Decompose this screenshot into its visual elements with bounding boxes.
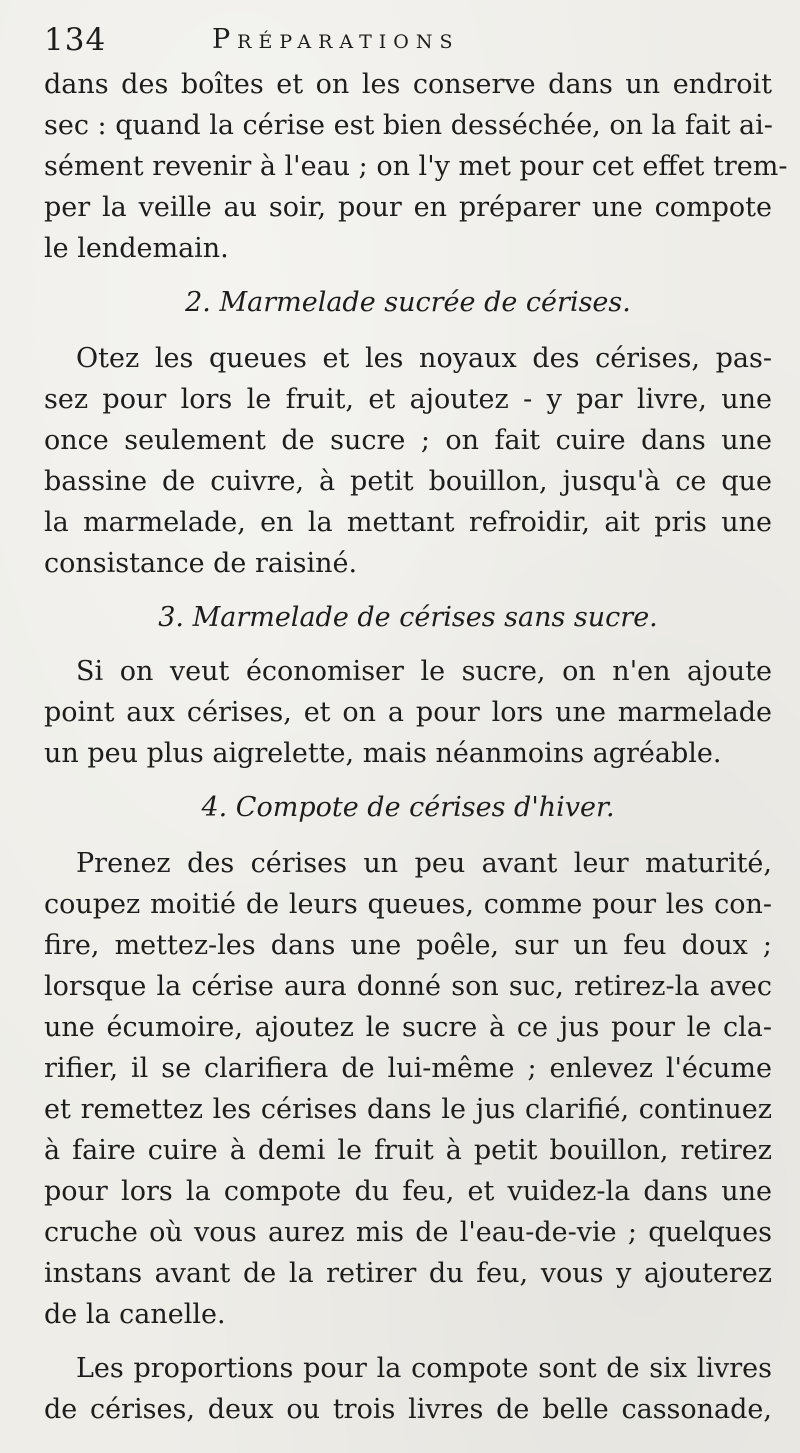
text-line: Les proportions pour la compote sont de six livres [76,1353,772,1384]
paragraph [44,843,772,1335]
text-line: sec : quand la cérise est bien desséchée, on la fait ai- [44,110,773,141]
section-heading: 2. Marmelade sucrée de cérises. [185,287,631,318]
text-line: consistance de raisiné. [44,548,358,579]
text-line: le lendemain. [44,233,229,264]
text-line: per la veille au soir, pour en préparer une compote [44,192,772,223]
text-line: une écumoire, ajoutez le sucre à ce jus pour le cla- [44,1012,772,1043]
text-line: pour lors la compote du feu, et vuidez-la dans une [44,1176,772,1207]
paragraph [44,338,772,584]
text-line: Si on veut économiser le sucre, on n'en ajoute [76,656,772,687]
text-line: dans des boîtes et on les conserve dans un endroit [44,69,772,100]
paragraph [44,1348,772,1430]
text-line: Otez les queues et les noyaux des cérises, pas- [76,343,772,374]
text-line: Prenez des cérises un peu avant leur maturité, [76,848,772,879]
text-line: point aux cérises, et on a pour lors une marmelade [44,697,772,728]
section-heading: 3. Marmelade de cérises sans sucre. [158,602,658,633]
text-line: once seulement de sucre ; on fait cuire dans une [44,425,772,456]
text-line: bassine de cuivre, à petit bouillon, jusqu'à ce que [44,466,772,497]
text-line: et remettez les cérises dans le jus clarifié, continuez [44,1094,772,1125]
text-line: de cérises, deux ou trois livres de belle cassonade, [44,1394,772,1425]
text-line: un peu plus aigrelette, mais néanmoins agréable. [44,738,722,769]
text-line: sez pour lors le fruit, et ajoutez - y par livre, une [44,384,772,415]
body-text [44,64,788,1430]
paragraph [44,651,772,774]
text-line: fire, mettez-les dans une poêle, sur un feu doux ; [44,930,772,961]
paragraph [44,64,788,269]
text-line: instans avant de la retirer du feu, vous y ajouterez [44,1258,772,1289]
text-line: de la canelle. [44,1299,226,1330]
text-line: cruche où vous aurez mis de l'eau-de-vie ; quelques [44,1217,772,1248]
page-number: 134 [44,22,107,58]
text-line: lorsque la cérise aura donné son suc, retirez-la avec [44,971,772,1002]
text-line: à faire cuire à demi le fruit à petit bouillon, retirez [44,1135,772,1166]
text-line: la marmelade, en la mettant refroidir, ait pris une [44,507,772,538]
text-line: sément revenir à l'eau ; on l'y met pour cet effet trem- [44,151,788,182]
text-line: coupez moitié de leurs queues, comme pour les con- [44,889,772,920]
running-head [44,18,784,62]
section-heading: 4. Compote de cérises d'hiver. [201,792,615,823]
running-title: Préparations [212,24,460,55]
text-line: rifier, il se clarifiera de lui-même ; enlevez l'écume [44,1053,772,1084]
